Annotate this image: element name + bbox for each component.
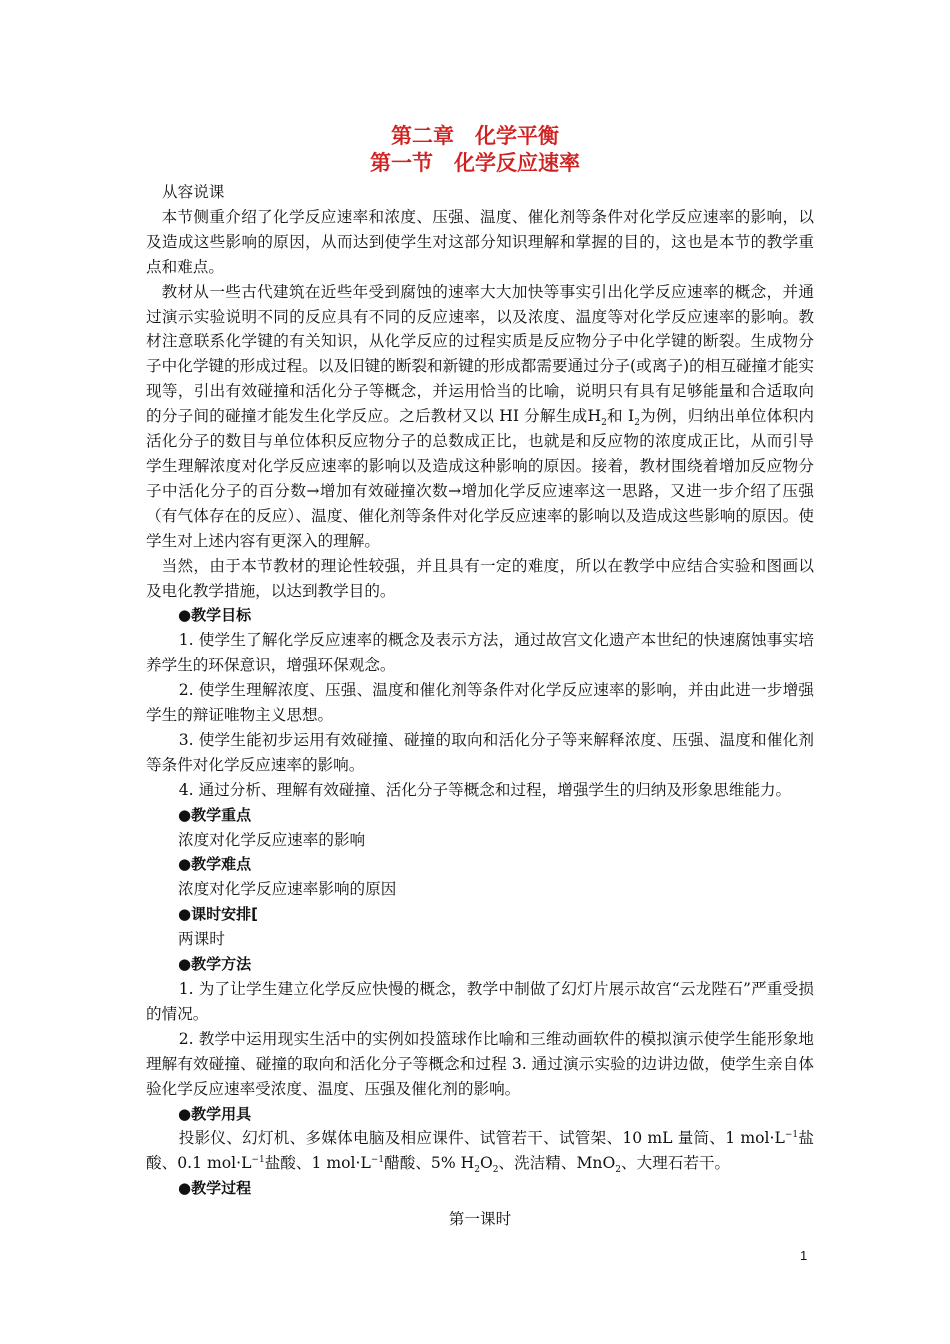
tools-part: 盐酸、1 mol·L [264, 1154, 371, 1173]
method-item: 2. 教学中运用现实生活中的实例如投篮球作比喻和三维动画软件的模拟演示使学生能形象地理解有效碰撞、碰撞的取向和活化分子等概念和过程 3. 通过演示实验的边讲边做，使学生亲自体验化学反应速率受浓度、温度、压强及催化剂的影响。 [146, 1029, 814, 1098]
tools-part: O [479, 1154, 493, 1173]
goals-heading: ●教学目标 [178, 606, 252, 625]
section-label: 从容说课 [162, 183, 225, 201]
tools-text [146, 1126, 814, 1176]
title-block [0, 123, 950, 177]
tools-part: 醋酸、5% H [384, 1154, 475, 1173]
goal-item: 4. 通过分析、理解有效碰撞、活化分子等概念和过程，增强学生的归纳及形象思维能力。 [178, 780, 792, 799]
section-title: 第一节 化学反应速率 [370, 151, 580, 175]
i2-subscript: 2 [634, 418, 640, 429]
intro-paragraph-1: 本节侧重介绍了化学反应速率和浓度、压强、温度、催化剂等条件对化学反应速率的影响，以及造成这些影响的原因，从而达到使学生对这部分知识理解和掌握的目的，这也是本节的教学重点和难点。 [146, 207, 814, 276]
tools-subscript: 2 [474, 1165, 480, 1176]
tools-part: 投影仪、幻灯机、多媒体电脑及相应课件、试管若干、试管架、10 mL 量筒、1 mol·L [178, 1129, 785, 1148]
difficulty-heading: ●教学难点 [178, 855, 252, 874]
tools-superscript: −1 [370, 1155, 385, 1166]
intro-paragraph-2 [146, 280, 814, 554]
tools-part: 、大理石若干。 [620, 1154, 731, 1173]
tools-subscript: 2 [492, 1165, 499, 1176]
intro-paragraph-3: 当然，由于本节教材的理论性较强，并且具有一定的难度，所以在教学中应结合实验和图画以及电化教学措施，以达到教学目的。 [146, 556, 814, 600]
difficulty-text: 浓度对化学反应速率影响的原因 [178, 880, 397, 899]
methods-heading: ●教学方法 [178, 955, 252, 974]
document-body [146, 180, 814, 1232]
tools-superscript: −1 [784, 1130, 799, 1141]
intro-paragraph-2-rest: 为例，归纳出单位体积内活化分子的数目与单位体积反应物分子的总数成正比，也就是和反应物的浓度成正比，从而引导学生理解浓度对化学反应速率的影响以及造成这种影响的原因。接着，教材围绕着增加反应物分子中活化分子的百分数→增加有效碰撞次数→增加化学反应速率这一思路，又进一步介绍了压强（有气体存在的反应）、温度、催化剂等条件对化学反应速率的影响以及造成这些影响的原因。使学生对上述内容有更深入的理解。 [146, 407, 814, 550]
h2-subscript: 2 [601, 418, 607, 429]
tools-subscript: 2 [615, 1165, 621, 1176]
key-point-heading: ●教学重点 [178, 805, 252, 824]
method-item: 1. 为了让学生建立化学反应快慢的概念，教学中制做了幻灯片展示故宫“云龙陛石”严重受损的情况。 [146, 980, 814, 1023]
goal-item: 1. 使学生了解化学反应速率的概念及表示方法，通过故宫文化遗产本世纪的快速腐蚀事实培养学生的环保意识，增强环保观念。 [146, 631, 814, 675]
schedule-text: 两课时 [178, 930, 225, 949]
goal-item: 2. 使学生理解浓度、压强、温度和催化剂等条件对化学反应速率的影响，并由此进一步增强学生的辩证唯物主义思想。 [146, 681, 814, 725]
schedule-heading: ●课时安排[ [178, 905, 258, 924]
process-heading: ●教学过程 [178, 1179, 252, 1198]
page-number: 1 [800, 1248, 808, 1263]
h2-symbol: H [587, 407, 602, 426]
tools-part: 、洗洁精、MnO [498, 1154, 616, 1173]
tools-heading: ●教学用具 [178, 1104, 252, 1123]
tools-superscript: −1 [251, 1155, 265, 1166]
tools-part: 盐酸、0.1 mol·L [146, 1129, 814, 1173]
chapter-title: 第二章 化学平衡 [391, 124, 559, 148]
first-lesson-title: 第一课时 [448, 1210, 512, 1229]
goal-item: 3. 使学生能初步运用有效碰撞、碰撞的取向和活化分子等来解释浓度、压强、温度和催化剂等条件对化学反应速率的影响。 [146, 730, 814, 774]
intro-paragraph-2-text: 教材从一些古代建筑在近些年受到腐蚀的速率大大加快等事实引出化学反应速率的概念，并通过演示实验说明不同的反应具有不同的反应速率，以及浓度、温度等对化学反应速率的影响。教材注意联系化学键的有关知识，从化学反应的过程实质是反应物分子中化学键的断裂。生成物分子中化学键的形成过程。以及旧键的断裂和新键的形成都需要通过分子(或离子)的相互碰撞才能实现等，引出有效碰撞和活化分子等概念，并运用恰当的比喻，说明只有具有足够能量和合适取向的分子间的碰撞才能发生化学反应。之后教材又以 HI 分解生成 [146, 282, 814, 426]
i2-prefix: 和 I [606, 407, 635, 426]
key-point-text: 浓度对化学反应速率的影响 [178, 830, 366, 849]
